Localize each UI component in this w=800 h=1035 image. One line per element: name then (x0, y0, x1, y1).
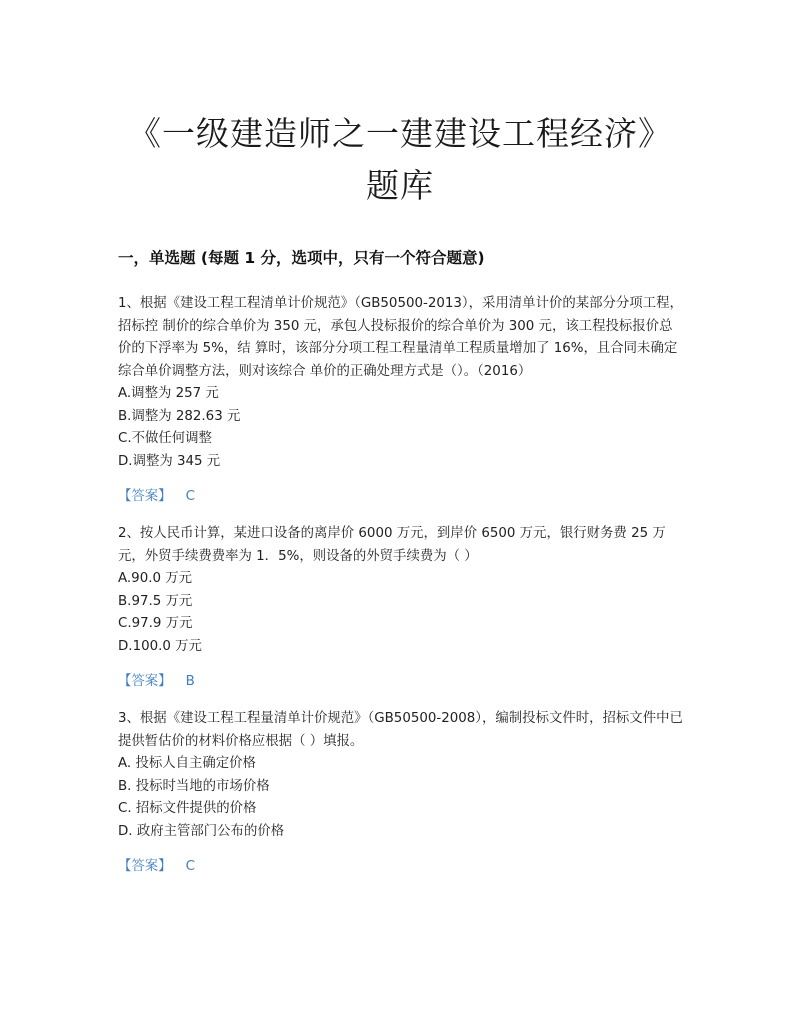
answer-value: C (185, 488, 195, 504)
document-title: 《一级建造师之一建建设工程经济》 (128, 114, 672, 153)
option-b: B.调整为 282.63 元 (118, 408, 241, 424)
question-stem: 1、根据《建设工程工程清单计价规范》（GB50500-2013），采用清单计价的某部分分项工程，招标控 制价的综合单价为 350 元，承包人投标报价的综合单价为 300 元，该工程投标报价总价的下浮率为 5%，结 算时，该部分分项工程工程量清单工程质量增加了 16%，且合同未确定综合单价调整方法，则对该综合 单价的正确处理方式是（）。（2016） (118, 296, 683, 379)
option-a: A.90.0 万元 (118, 571, 193, 586)
option-d: D.调整为 345 元 (118, 453, 221, 469)
option-a: A. 投标人自主确定价格 (118, 756, 256, 771)
answer-line (118, 671, 684, 694)
option-b: B.97.5 万元 (118, 593, 193, 609)
question-stem: 2、按人民币计算，某进口设备的离岸价 6000 万元，到岸价 6500 万元，银行财务费 25 万元，外贸手续费费率为 1．5%，则设备的外贸手续费为（ ） (118, 526, 666, 564)
option-c: C.97.9 万元 (118, 616, 193, 631)
option-c: C.不做任何调整 (118, 431, 212, 446)
question-1 (118, 293, 684, 508)
option-d: D.100.0 万元 (118, 638, 202, 654)
section-heading: 一，单选题 (每题 1 分，选项中，只有一个符合题意) (118, 249, 485, 267)
question-stem: 3、根据《建设工程工程量清单计价规范》（GB50500-2008），编制投标文件时，招标文件中已提供暂估价的材料价格应根据（ ）填报。 (118, 711, 683, 749)
option-d: D. 政府主管部门公布的价格 (118, 823, 285, 839)
answer-label: 【答案】 (118, 673, 172, 689)
answer-value: C (185, 858, 195, 874)
answer-label: 【答案】 (118, 858, 172, 874)
option-a: A.调整为 257 元 (118, 386, 219, 401)
question-2 (118, 523, 684, 693)
option-c: C. 招标文件提供的价格 (118, 801, 257, 816)
answer-line (118, 486, 684, 509)
answer-line (118, 856, 684, 879)
document-subtitle: 题库 (366, 166, 434, 205)
answer-label: 【答案】 (118, 488, 172, 504)
question-3 (118, 708, 684, 878)
option-b: B. 投标时当地的市场价格 (118, 778, 270, 794)
answer-value: B (185, 673, 195, 689)
